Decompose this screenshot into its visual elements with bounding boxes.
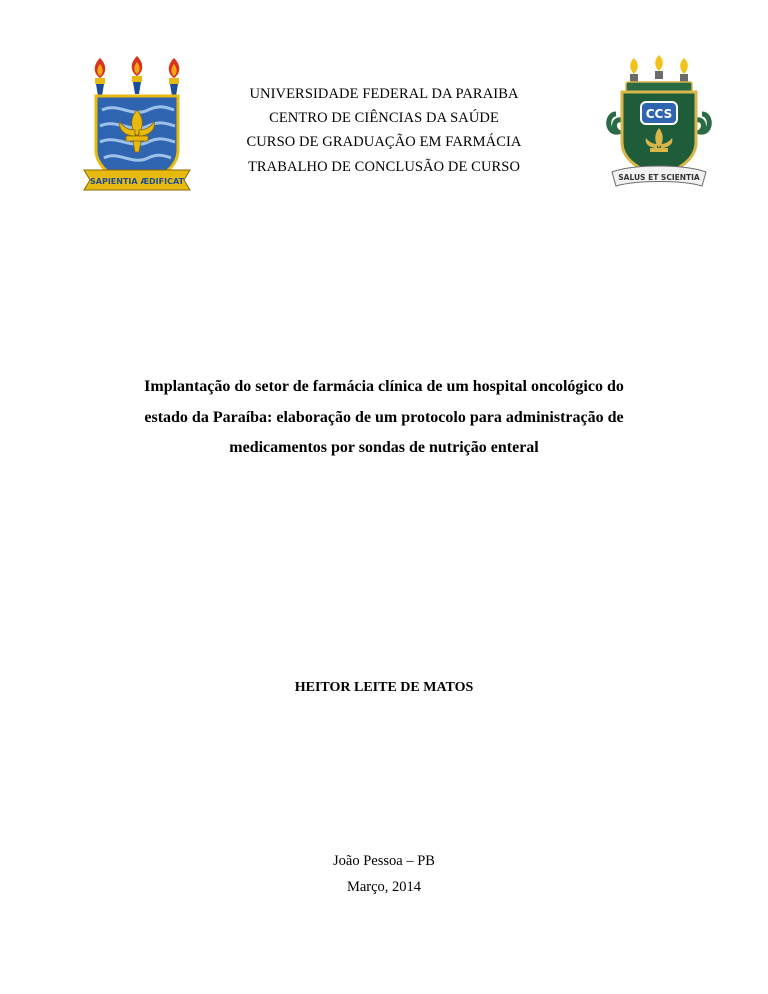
title-line: medicamentos por sondas de nutrição enteral	[229, 439, 539, 456]
svg-text:SALUS ET SCIENTIA: SALUS ET SCIENTIA	[618, 173, 700, 182]
svg-text:SAPIENTIA ÆDIFICAT: SAPIENTIA ÆDIFICAT	[90, 177, 184, 186]
ccs-logo	[604, 52, 714, 192]
institution-header	[200, 82, 568, 179]
center-name: CENTRO DE CIÊNCIAS DA SAÚDE	[269, 110, 499, 127]
university-name: UNIVERSIDADE FEDERAL DA PARAIBA	[249, 86, 519, 102]
thesis-title	[100, 372, 668, 464]
torch-icon	[95, 58, 106, 96]
torch-icon	[132, 56, 143, 94]
title-line: Implantação do setor de farmácia clínica de um hospital oncológico do	[144, 378, 624, 395]
ccs-badge-text: CCS	[645, 107, 673, 121]
torch-icon	[169, 58, 180, 96]
author-name: HEITOR LEITE DE MATOS	[294, 680, 474, 695]
course-name: CURSO DE GRADUAÇÃO EM FARMÁCIA	[246, 134, 522, 151]
work-type: TRABALHO DE CONCLUSÃO DE CURSO	[247, 158, 521, 175]
date: Março, 2014	[346, 879, 422, 895]
ccs-crest-icon	[604, 52, 714, 192]
title-line: estado da Paraíba: elaboração de um protocolo para administração de	[144, 408, 624, 426]
ufpb-crest-icon	[78, 52, 196, 194]
ufpb-logo	[78, 52, 196, 194]
place: João Pessoa – PB	[333, 853, 435, 869]
place-date	[0, 848, 768, 900]
